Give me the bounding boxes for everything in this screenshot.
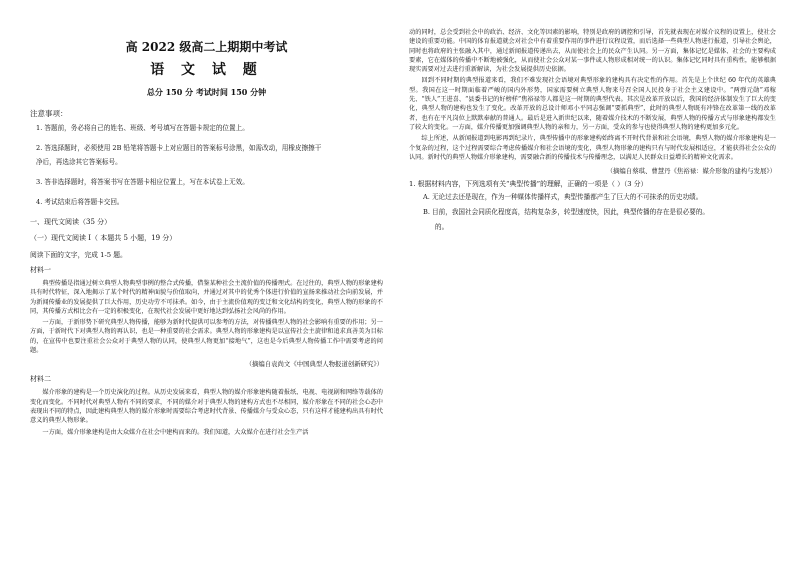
material-two-paragraph: 媒介形象的建构是一个历史演化的过程。从历史发展来看，典型人物的媒介形象建构随着报纸、电视、电视剧和网络等载体的变化而变化。不同时代对典型人物有不同的要求，不同的媒介对于典型人物的建构方式也不尽相同，媒介形象在不同的社会心态中表现出不同的特点，因此建构典型人物的媒介形象时需要综合考虑时代背景、传播媒介与受众心态，只有这样才能建构出具有时代意义的典型人物形象。 [30,389,383,425]
notes-title: 注意事项： [30,109,68,118]
exam-subject: 语 文 试 题 [150,62,263,78]
material-two-label: 材料二 [30,375,51,384]
reading-instruction: 阅读下面的文字，完成 1-5 题。 [30,251,127,259]
material-two-source: （摘编自蔡琪、曹慧丹《焦裕禄：媒介形象的建构与发展》） [606,167,776,176]
question-1-option-a: A. 无论过去还是现在，作为一种媒体传播样式，典型传播都产生了巨大的不可抹杀的历史功绩。 [423,193,703,202]
question-1-option-b-continuation: 的。 [435,223,449,232]
right-column [397,0,794,561]
continued-paragraph: 动的同时，总会受到社会中的政治、经济、文化等因素的影响，特别是政府的调控和引导，首先就表现在对媒介议程的设置上，使社会建设的重要功能。中国的体育报道就会对社会中有着重要作用的事件进行议程设置，而后选择一些典型人物进行报道，引导社会舆论，同时也将政府的主张融入其中，通过新闻报道传递出去，从而使社会上的民众产生认同。另一方面，集体记忆是媒体、社会的主要构成要素，它在媒体的传播中不断地被强化，从而使社会公众对某一事件或人物形成相对统一的认识。集体记忆同时具有重构性，能够根据现实需要对过去进行重新解读，为社会发展提供历史依据。 [409,29,776,74]
note-item: 净后，再选涂其它答案标号。 [36,158,122,166]
question-1-option-b: B. 目前，我国社会同质化程度高，结构复杂多，转型速度快，因此，典型传播的存在是很必要的。 [423,208,709,217]
material-one-paragraph: 一方面，于新形势下研究典型人物传播，能够为新时代提供可以参考的方法，对传播典型人物的社会影响有重要的作用；另一方面，于新时代下对典型人物的再认识，也是一种重要的社会需求。典型人物的形象建构是以宣传社会主旋律和追求真善美为目标的，在宣传中也要注重社会公众对于典型人物的认同，使典型人物更加“接地气”，这也是今后典型人物传播工作中需要考虑的问题。 [30,319,383,355]
note-item: 2. 答选择题时，必须使用 2B 铅笔将答题卡上对应题目的答案标号涂黑，如需改动，用橡皮擦擦干 [36,144,322,152]
section-heading: 一、现代文阅读（35 分） [30,218,112,226]
note-item: 4. 考试结束后将答题卡交回。 [36,198,124,206]
body-paragraph: 综上所述，从新闻报道到电影再到纪录片，典型传播中的形象建构始终离不开时代背景和社会语境，典型人物的媒介形象建构是一个复杂的过程，这个过程需要综合考虑传播媒介和社会语境的变化，典型人物形象的建构只有与时代发展相适应，才能获得社会公众的认同。新时代的典型人物媒介形象建构，需要融合新的传播技术与传播理念，以满足人民群众日益增长的精神文化需求。 [409,135,776,161]
material-one-label: 材料一 [30,266,51,274]
note-item: 3. 答非选择题时，将答案书写在答题卡相应位置上，写在本试卷上无效。 [36,178,249,186]
body-paragraph: 回到不同时期的典型报道来看，我们不难发现社会语境对典型形象的建构具有决定性的作用。首先是上个世纪 60 年代的英雄典型。我国在这一时期面临着严峻的国内外形势，国家需要树立典型人物来号召全国人民投身于社会主义建设中。“两弹元勋”邓稼先、“铁人”王进喜、“县委书记的好榜样”焦裕禄等人都是这一时期的典型代表。其次是改革开放以后，我国的经济体制发生了巨大的变化，典型人物的建构也发生了变化。改革开放的总设计师邓小平同志强调“要抓典型”，此时的典型人物既有冲锋在改革第一线的改革者，也有在平凡岗位上默默奉献的普通人。最后是进入新世纪以来，随着媒介技术的不断发展，典型人物的传播方式与形象建构都发生了较大的变化。一方面，媒介传播更加强调典型人物的亲和力，另一方面，受众的参与也使得典型人物的建构更加多元化。 [409,77,776,131]
exam-meta: 总分 150 分 考试时间 150 分钟 [146,87,267,97]
note-item: 1. 答题前，务必将自己的姓名、班级、考号填写在答题卡规定的位置上。 [36,124,249,132]
question-1-stem: 1. 根据材料内容，下列选项有关“典型传播”的理解，正确的一项是（ ）（3 分） [409,180,648,189]
material-one-source: （摘编自袁尚文《中国典型人物报道创新研究》） [245,360,383,369]
subsection-heading: （一）现代文阅读 I（ 本题共 5 小题，19 分） [30,234,177,242]
material-two-paragraph: 一方面，媒介形象建构是由大众媒介在社会中建构而来的。我们知道，大众媒介在进行社会生产活 [42,428,309,436]
material-one-paragraph: 典型传播是指通过树立典型人物典型事例的整合式传播，借鉴某种社会主流价值的传播理式。在过往的，典型人物的形象建构具有时代特征，深入地揭示了某个时代的精神面貌与价值取向，并通过对其中的优秀个体进行价值的宣扬来推动社会向前发展，并为新闻传播业的发展提供了巨大作用，历史功劳不可抹杀。如今，由于主流价值观的变迁和文化结构的变化，典型人物的形象的不同，其传播方式相比会有一定的积极变化，在现代社会发展中更好地达到弘扬社会风尚的作用。 [30,280,383,315]
exam-title: 高 2022 级高二上期期中考试 [125,40,288,54]
